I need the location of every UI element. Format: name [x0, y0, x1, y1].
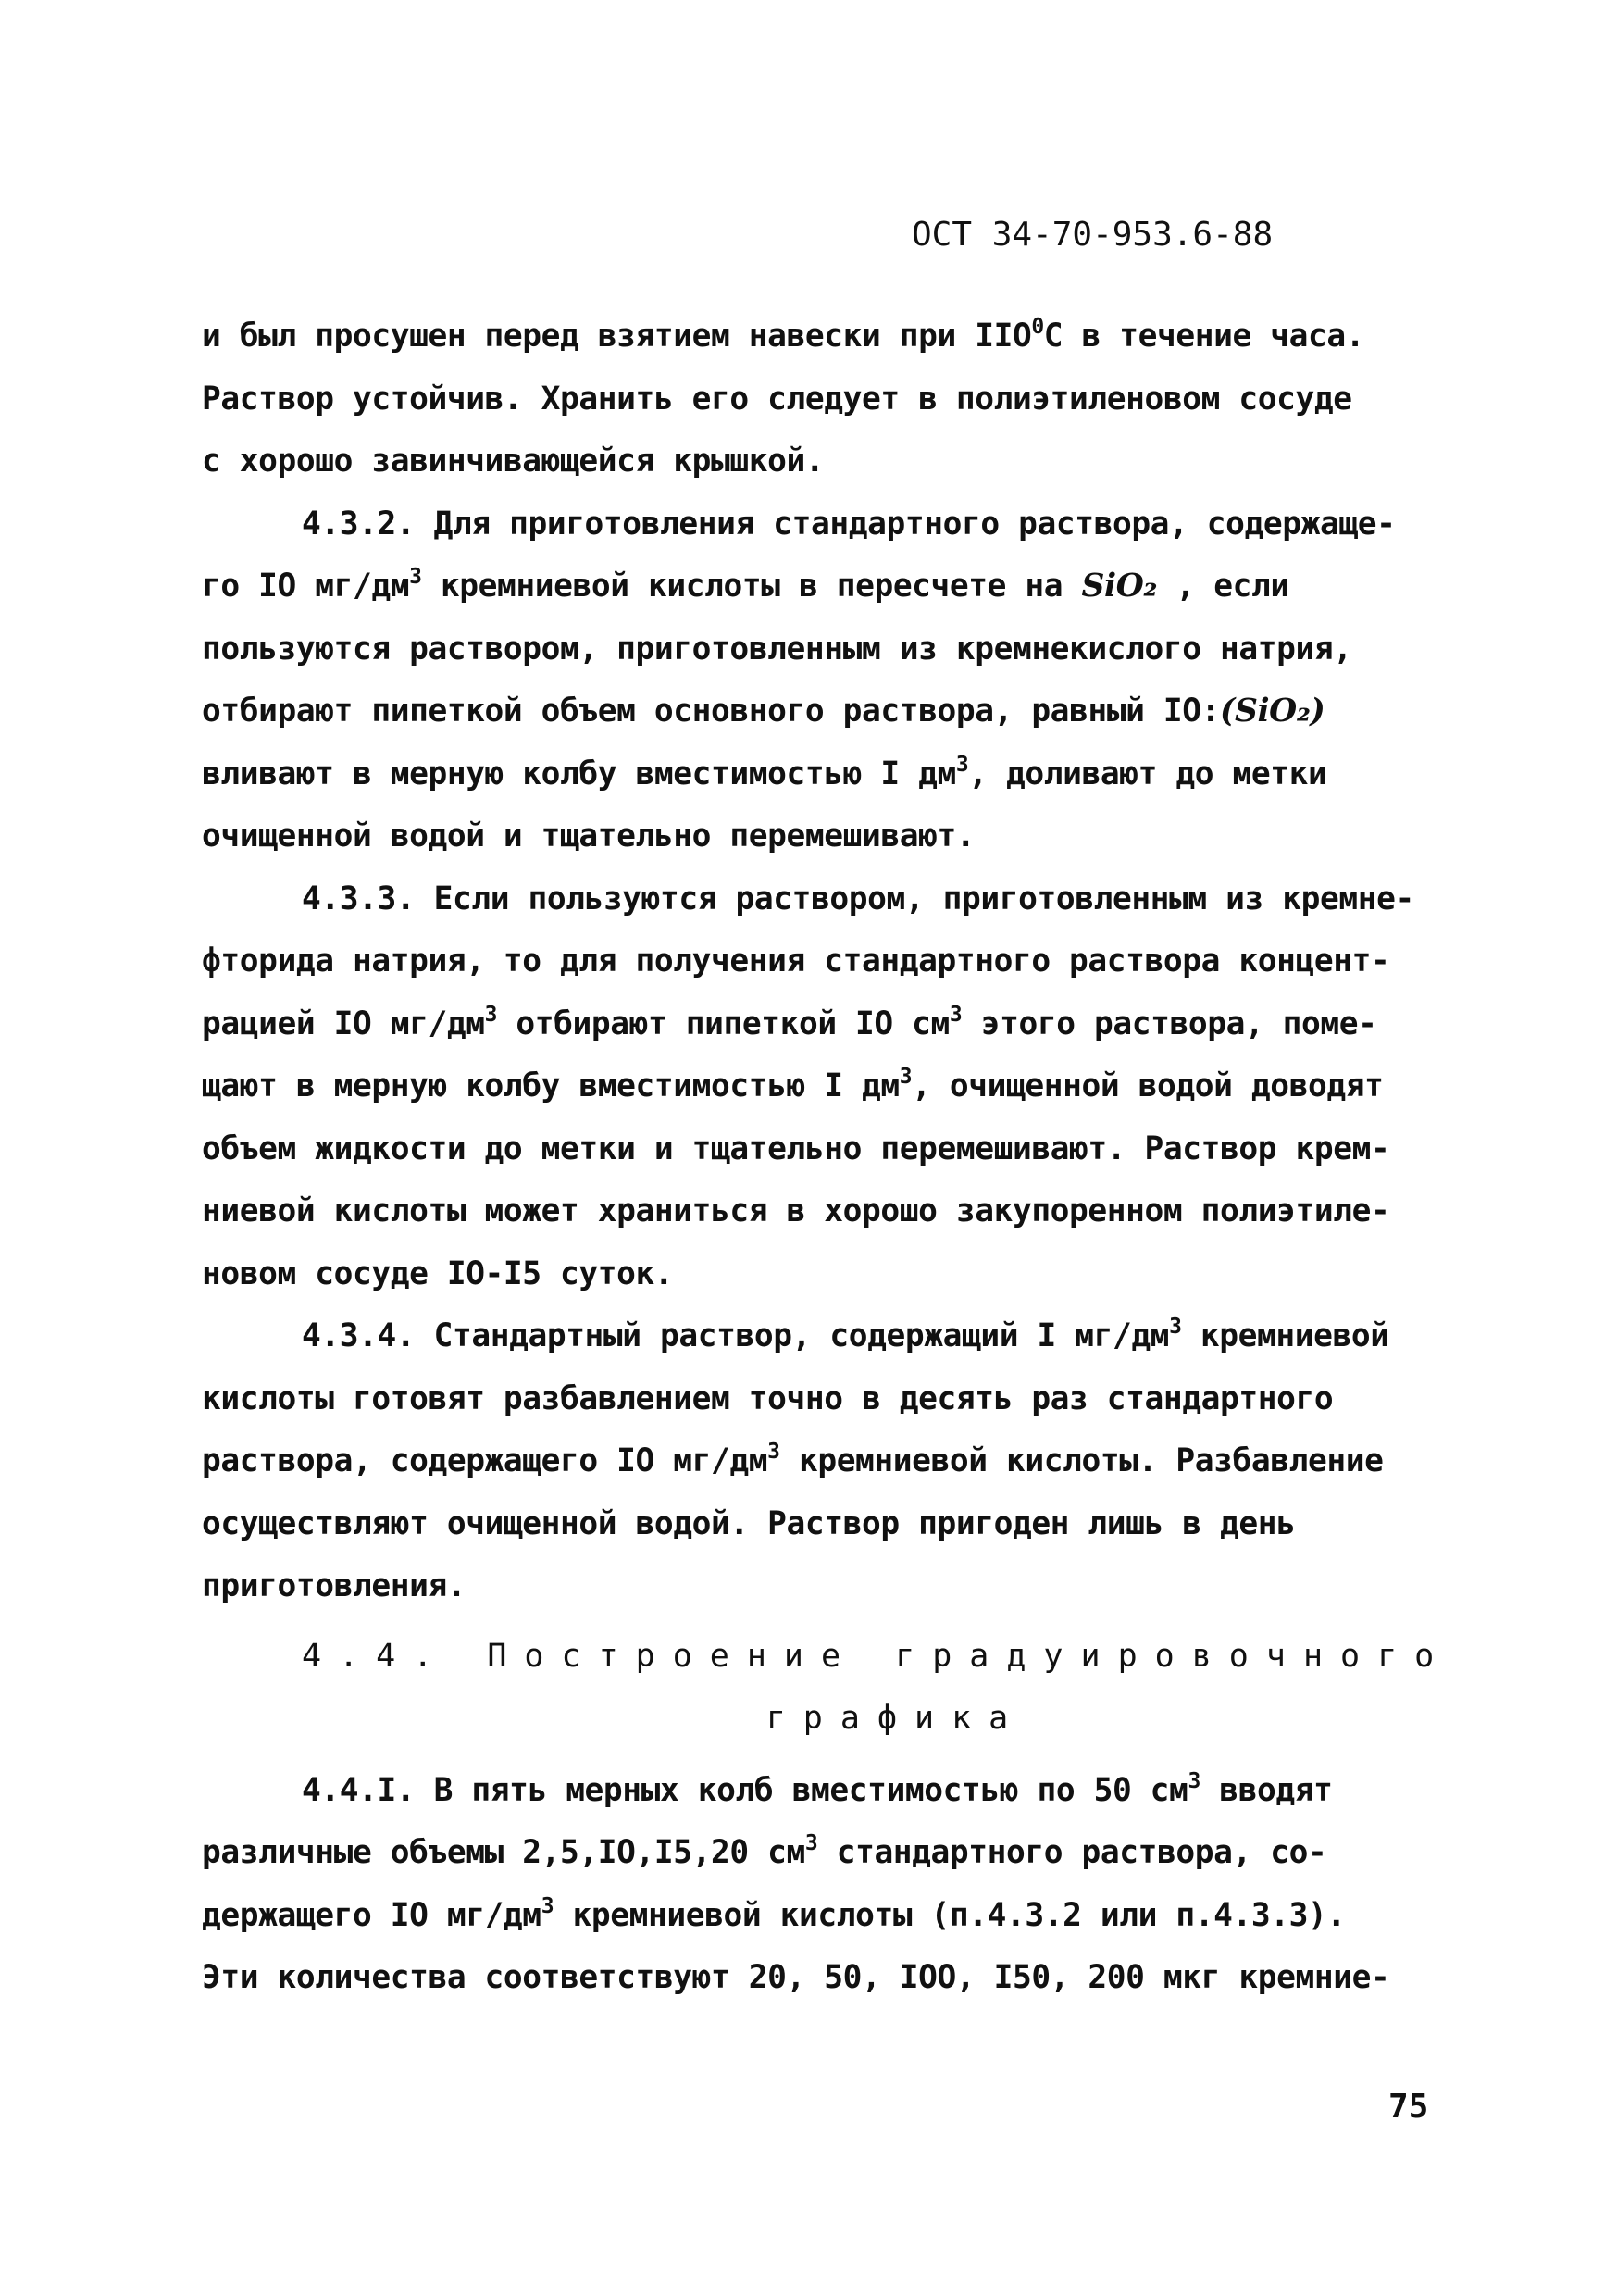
superscript: 3 — [1188, 1768, 1200, 1793]
handwritten-formula: (SiO₂) — [1220, 693, 1325, 730]
text-fragment: С в течение часа. — [1043, 318, 1365, 355]
text-fragment: раствора, содержащего IO мг/дм — [202, 1442, 768, 1479]
text-fragment: , если — [1157, 568, 1289, 605]
text-line — [202, 993, 1461, 1056]
section-heading: 4.4. Построение градуировочного — [302, 1637, 1452, 1675]
superscript: 3 — [541, 1893, 554, 1918]
text-fragment: вводят — [1200, 1771, 1333, 1809]
superscript: 3 — [949, 1002, 963, 1027]
text-fragment: кремниевой — [1181, 1317, 1389, 1354]
superscript: 3 — [767, 1440, 780, 1464]
text-line: новом сосуде IO-I5 суток. — [202, 1254, 674, 1292]
text-line: Эти количества соответствуют 20, 50, IOO, I50, 200 мкг кремние- — [202, 1959, 1390, 1996]
text-fragment: рацией IO мг/дм — [202, 1004, 485, 1042]
text-line: очищенной водой и тщательно перемешивают. — [202, 817, 976, 855]
text-line: пользуются раствором, приготовленным из кремнекислого натрия, — [202, 630, 1352, 668]
text-line: 4.3.3. Если пользуются раствором, приготовленным из кремне- — [302, 880, 1414, 917]
text-fragment: щают в мерную колбу вместимостью I дм — [202, 1067, 900, 1104]
text-fragment: , очищенной водой доводят — [912, 1067, 1384, 1104]
text-fragment: этого раствора, поме- — [962, 1004, 1377, 1042]
text-line — [202, 1430, 1461, 1493]
text-line: Раствор устойчив. Хранить его следует в полиэтиленовом сосуде — [202, 380, 1352, 418]
text-line: кислоты готовят разбавлением точно в десять раз стандартного — [202, 1379, 1334, 1417]
text-fragment: кремниевой кислоты (п.4.3.2 или п.4.3.3). — [554, 1896, 1346, 1934]
text-line: ниевой кислоты может храниться в хорошо закупоренном полиэтиле- — [202, 1192, 1390, 1229]
text-fragment: отбирают пипеткой IO см — [497, 1004, 950, 1042]
handwritten-formula: SiO₂ — [1081, 568, 1158, 605]
text-line: фторида натрия, то для получения стандартного раствора концент- — [202, 942, 1390, 980]
text-line — [202, 1055, 1461, 1118]
superscript: 3 — [409, 565, 422, 589]
text-line — [202, 680, 1461, 743]
superscript: 3 — [804, 1831, 818, 1855]
text-fragment: стандартного раствора, со- — [817, 1834, 1327, 1871]
text-line: с хорошо завинчивающейся крышкой. — [202, 443, 825, 480]
document-code-header: ОСТ 34-70-953.6-88 — [912, 216, 1274, 254]
text-line — [202, 1822, 1461, 1885]
superscript: 0 — [1031, 315, 1044, 339]
text-line — [202, 1885, 1461, 1948]
text-fragment: держащего IO мг/дм — [202, 1896, 541, 1934]
text-fragment: , доливают до метки — [968, 755, 1327, 792]
page-number: 75 — [1388, 2088, 1429, 2126]
superscript: 3 — [955, 752, 969, 777]
superscript: 3 — [899, 1065, 913, 1089]
section-heading-continuation: графика — [765, 1700, 1026, 1737]
text-fragment: 4.4.I. В пять мерных колб вместимостью по 50 см — [302, 1771, 1188, 1809]
text-fragment: кремниевой кислоты. Разбавление — [779, 1442, 1384, 1479]
text-line — [202, 743, 1461, 806]
text-fragment: вливают в мерную колбу вместимостью I дм — [202, 755, 956, 792]
text-fragment: го IO мг/дм — [202, 568, 410, 605]
text-line: приготовления. — [202, 1567, 466, 1604]
superscript: 3 — [484, 1002, 498, 1027]
text-line — [202, 555, 1461, 618]
text-line — [202, 1760, 1461, 1823]
document-body — [202, 306, 1461, 2010]
text-fragment: различные объемы 2,5,IO,I5,20 см — [202, 1834, 805, 1871]
text-line — [202, 306, 1461, 368]
text-line: 4.3.2. Для приготовления стандартного раствора, содержаще- — [302, 505, 1396, 543]
superscript: 3 — [1169, 1315, 1182, 1339]
text-fragment: кремниевой кислоты в пересчете на — [421, 568, 1082, 605]
text-fragment: отбирают пипеткой объем основного раствора, равный IO: — [202, 693, 1221, 730]
text-line: осуществляют очищенной водой. Раствор пригоден лишь в день — [202, 1504, 1296, 1542]
text-fragment: 4.3.4. Стандартный раствор, содержащий I мг/дм — [302, 1317, 1170, 1354]
text-fragment: и был просушен перед взятием навески при IIO — [202, 318, 1032, 355]
text-line: объем жидкости до метки и тщательно перемешивают. Раствор крем- — [202, 1129, 1390, 1167]
text-line — [202, 1305, 1461, 1368]
